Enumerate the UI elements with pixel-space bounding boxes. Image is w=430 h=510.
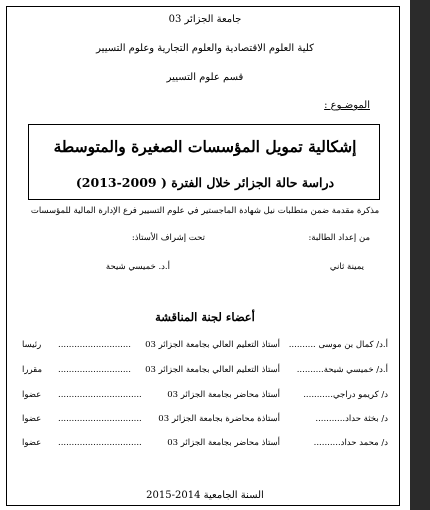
member-name: أ.د/ كمال بن موسى .......... — [288, 340, 388, 350]
faculty-name: كلية العلوم الاقتصادية والعلوم التجارية وعلوم التسيير — [96, 43, 314, 54]
member-name: أ.د/ خميسي شيحة.......... — [296, 365, 388, 375]
student-name: يمينة ثاني — [329, 262, 364, 272]
member-dots: ........................... — [58, 365, 131, 375]
memo-statement: مذكرة مقدمة ضمن متطلبات نيل شهادة الماجستير في علوم التسيير فرع الإدارة المالية للمؤسسات — [30, 206, 380, 216]
member-name: د/ محمد حداد.......... — [313, 438, 388, 448]
member-role: أستاذة محاضرة بجامعة الجزائر 03 — [158, 414, 280, 424]
supervisor-label: تحت إشراف الأستاذ: — [131, 233, 205, 243]
thesis-subtitle: دراسة حالة الجزائر خلال الفترة ( 2009-2013) — [75, 175, 335, 190]
member-status: عضوا — [22, 390, 42, 400]
committee-row — [22, 340, 388, 354]
member-role: أستاذ محاضر بجامعة الجزائر 03 — [167, 438, 280, 448]
subject-label: الموضـوع : — [324, 100, 370, 111]
member-role: أستاذ التعليم العالي بجامعة الجزائر 03 — [145, 340, 280, 350]
committee-row — [22, 438, 388, 452]
committee-heading: أعضاء لجنة المناقشة — [155, 310, 255, 324]
committee-row — [22, 390, 388, 404]
member-dots: ............................... — [58, 414, 142, 424]
student-label: من إعداد الطالبة: — [308, 233, 370, 243]
supervisor-name: أ.د. خميسي شيحة — [105, 262, 170, 272]
member-status: مقررا — [22, 365, 43, 375]
committee-row — [22, 414, 388, 428]
member-role: أستاذ محاضر بجامعة الجزائر 03 — [167, 390, 280, 400]
department-name: قسم علوم التسيير — [166, 72, 244, 83]
member-dots: ............................... — [58, 390, 142, 400]
member-status: عضوا — [22, 438, 42, 448]
member-role: أستاذ التعليم العالي بجامعة الجزائر 03 — [145, 365, 280, 375]
member-status: عضوا — [22, 414, 42, 424]
committee-row — [22, 365, 388, 379]
member-dots: ............................... — [58, 438, 142, 448]
university-name: جامعة الجزائر 03 — [168, 14, 242, 25]
viewer-scrollbar[interactable] — [410, 0, 430, 510]
thesis-title: إشكالية تمويل المؤسسات الصغيرة والمتوسطة — [53, 137, 357, 156]
member-name: د/ كريمو دراجي........... — [303, 390, 388, 400]
member-dots: ........................... — [58, 340, 131, 350]
member-name: د/ بخثة حداد........... — [315, 414, 388, 424]
academic-year: السنة الجامعية 2014-2015 — [146, 490, 264, 501]
member-status: رئيسا — [22, 340, 42, 350]
